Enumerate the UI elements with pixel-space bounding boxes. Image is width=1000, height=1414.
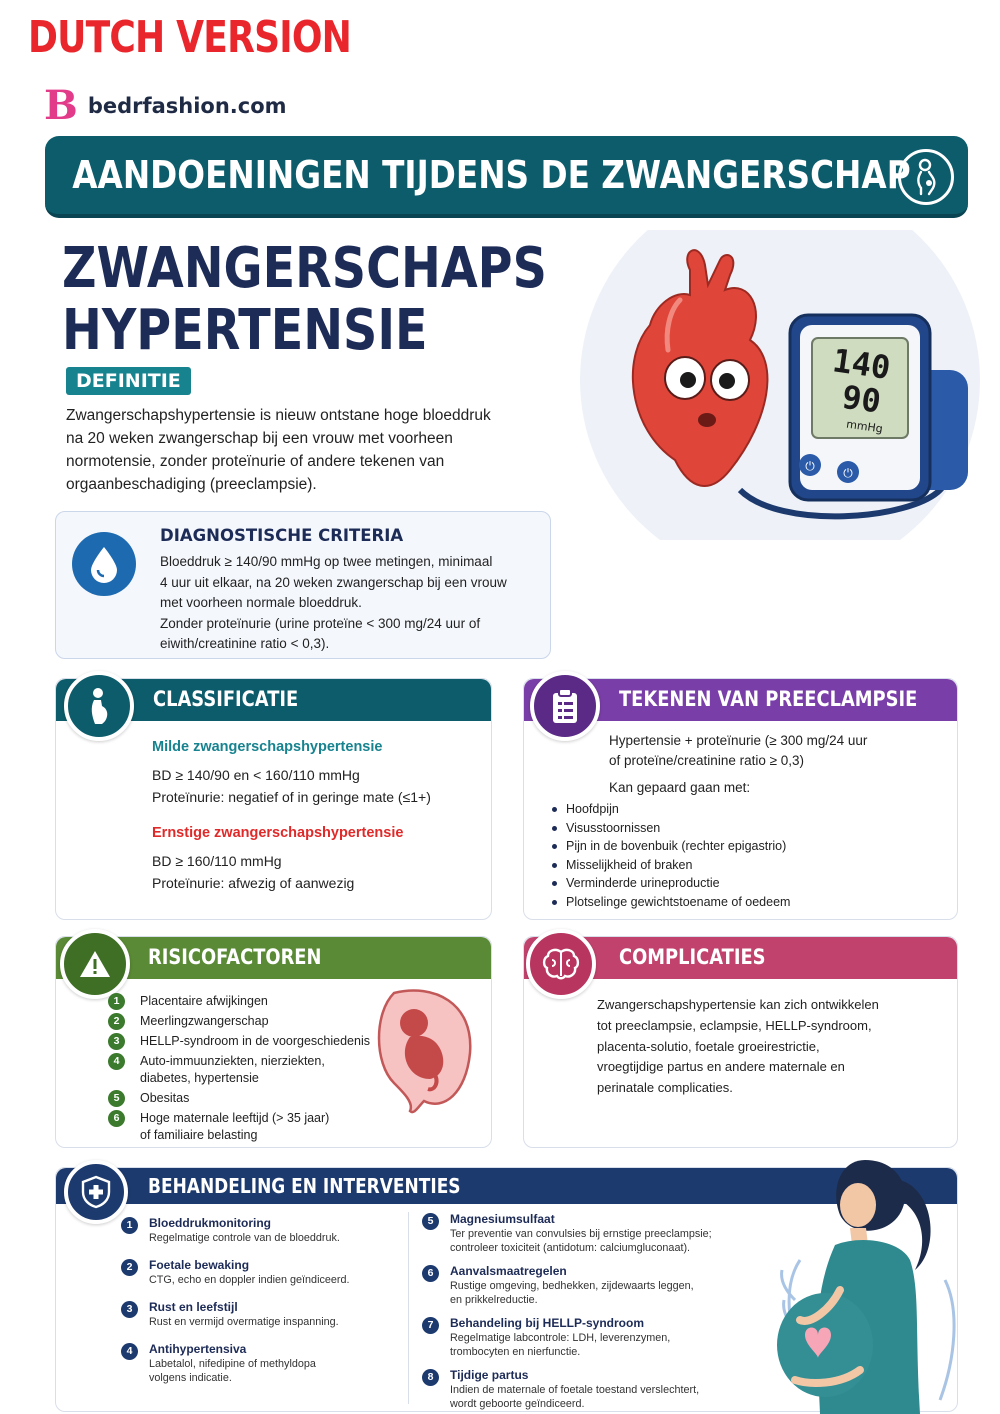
preeclampsia-symptom-list	[552, 800, 790, 911]
monitor-systolic: 140	[830, 341, 893, 387]
preeclampsia-title: TEKENEN VAN PREECLAMPSIE	[619, 687, 918, 711]
list-item: 5 Obesitas	[108, 1090, 378, 1107]
list-item: 3 HELLP-syndroom in de voorgeschiedenis	[108, 1033, 378, 1050]
version-label: DUTCH VERSION	[28, 12, 352, 63]
list-item: Visusstoornissen	[552, 819, 790, 838]
svg-text:⏻: ⏻	[805, 459, 815, 473]
banner-title: AANDOENINGEN TIJDENS DE ZWANGERSCHAP	[72, 153, 911, 197]
complications-title: COMPLICATIES	[619, 945, 766, 969]
treatment-list-left	[121, 1216, 421, 1398]
risk-factor-list	[108, 993, 378, 1147]
diagnostic-criteria-card	[55, 511, 551, 659]
classification-title: CLASSIFICATIE	[153, 687, 299, 711]
diagnostic-title: DIAGNOSTISCHE CRITERIA	[160, 526, 404, 545]
list-item: 3 Rust en leefstijl Rust en vermijd overmatige inspanning.	[121, 1300, 421, 1329]
list-item: Plotselinge gewichtstoename of oedeem	[552, 893, 790, 912]
list-item: 1 Placentaire afwijkingen	[108, 993, 378, 1010]
severe-title: Ernstige zwangerschapshypertensie	[152, 825, 404, 841]
column-divider	[408, 1212, 409, 1404]
hero-illustration	[580, 230, 980, 540]
definition-text: Zwangerschapshypertensie is nieuw ontstane hoge bloeddruk na 20 weken zwangerschap bij een vrouw met voorheen normotensie, zonder proteïnurie of andere tekenen van orgaanbeschadiging (preeclampsie).	[66, 407, 491, 493]
brand-site: bedrfashion.com	[87, 94, 287, 118]
shield-cross-icon	[64, 1160, 128, 1224]
list-item: Pijn in de bovenbuik (rechter epigastrio)	[552, 837, 790, 856]
treatment-list-right	[422, 1212, 742, 1411]
list-item: Verminderde urineproductie	[552, 874, 790, 893]
risk-title: RISICOFACTOREN	[148, 945, 322, 969]
complications-card	[523, 936, 958, 1148]
list-item: Misselijkheid of braken	[552, 856, 790, 875]
list-item: 6 Hoge maternale leeftijd (> 35 jaar) of familiaire belasting	[108, 1110, 378, 1144]
list-item: 2 Foetale bewaking CTG, echo en doppler indien geïndiceerd.	[121, 1258, 421, 1287]
uterus-fetus-illustration	[374, 983, 478, 1117]
list-item: 4 Auto-immuunziekten, nierziekten, diabetes, hypertensie	[108, 1053, 378, 1087]
classification-card: CLASSIFICATIE Milde zwangerschapshypertensie BD ≥ 140/90 en < 160/110 mmHg Proteïnurie: negatief of in geringe mate (≤1+) Ernstige zwangerschapshypertensie BD ≥ 160/110 mmHg Proteïnurie: afwezig of aanwezig	[55, 678, 492, 920]
complications-text: Zwangerschapshypertensie kan zich ontwikkelen tot preeclampsie, eclampsie, HELLP-syndroom, placenta-solutio, foetale groeirestrictie, vroegtijdige partus en andere maternale en perinatale complicaties.	[597, 997, 879, 1096]
list-item: 1 Bloeddrukmonitoring Regelmatige controle van de bloeddruk.	[121, 1216, 421, 1245]
list-item: 6 Aanvalsmaatregelen Rustige omgeving, bedhekken, zijdewaarts leggen, en prikkelreductie.	[422, 1264, 742, 1307]
treatment-title: BEHANDELING EN INTERVENTIES	[148, 1174, 461, 1198]
clipboard-icon	[530, 671, 600, 741]
mild-title: Milde zwangerschapshypertensie	[152, 739, 383, 755]
monitor-unit: mmHg	[845, 417, 884, 436]
water-drop-icon	[72, 532, 136, 596]
pregnant-woman-illustration	[770, 1140, 970, 1414]
warning-icon	[60, 929, 130, 999]
brand-logo: B	[44, 82, 78, 129]
preeclampsia-card: TEKENEN VAN PREECLAMPSIE Hypertensie + proteïnurie (≥ 300 mg/24 uur of proteïne/creatinine ratio ≥ 0,3) Kan gepaard gaan met: Hoofdpijn Visusstoornissen Pijn in de bovenbuik (rechter epigastrio) Misselijkheid of braken Verminderde urineproductie Plotselinge gewichtstoename of oedeem	[523, 678, 958, 920]
diagnostic-text: Bloeddruk ≥ 140/90 mmHg op twee metingen, minimaal 4 uur uit elkaar, na 20 weken zwangerschap bij een vrouw met voorheen normale bloeddruk. Zonder proteïnurie (urine proteïne < 300 mg/24 uur of eiwith/creatinine ratio < 0,3).	[160, 554, 507, 651]
preeclampsia-intro: Kan gepaard gaan met:	[609, 780, 751, 795]
list-item: 5 Magnesiumsulfaat Ter preventie van convulsies bij ernstige preeclampsie; controleer toxiciteit (antidotum: calciumgluconaat).	[422, 1212, 742, 1255]
list-item: 2 Meerlingzwangerschap	[108, 1013, 378, 1030]
list-item: 8 Tijdige partus Indien de maternale of foetale toestand verslechtert, wordt geboorte geïndiceerd.	[422, 1368, 742, 1411]
svg-text:⏻: ⏻	[843, 466, 853, 480]
list-item: 7 Behandeling bij HELLP-syndroom Regelmatige labcontrole: LDH, leverenzymen, trombocyten en nierfunctie.	[422, 1316, 742, 1359]
list-item: 4 Antihypertensiva Labetalol, nifedipine of methyldopa volgens indicatie.	[121, 1342, 421, 1385]
page-title: ZWANGERSCHAPS HYPERTENSIE	[62, 236, 547, 363]
title-banner	[45, 136, 968, 218]
brain-icon	[526, 929, 596, 999]
monitor-diastolic: 90	[839, 377, 884, 421]
risk-factors-card	[55, 936, 492, 1148]
pregnant-woman-icon	[898, 149, 954, 205]
pregnant-woman-icon	[64, 671, 134, 741]
list-item: Hoofdpijn	[552, 800, 790, 819]
definition-badge: DEFINITIE	[66, 367, 191, 395]
brand	[44, 82, 287, 129]
